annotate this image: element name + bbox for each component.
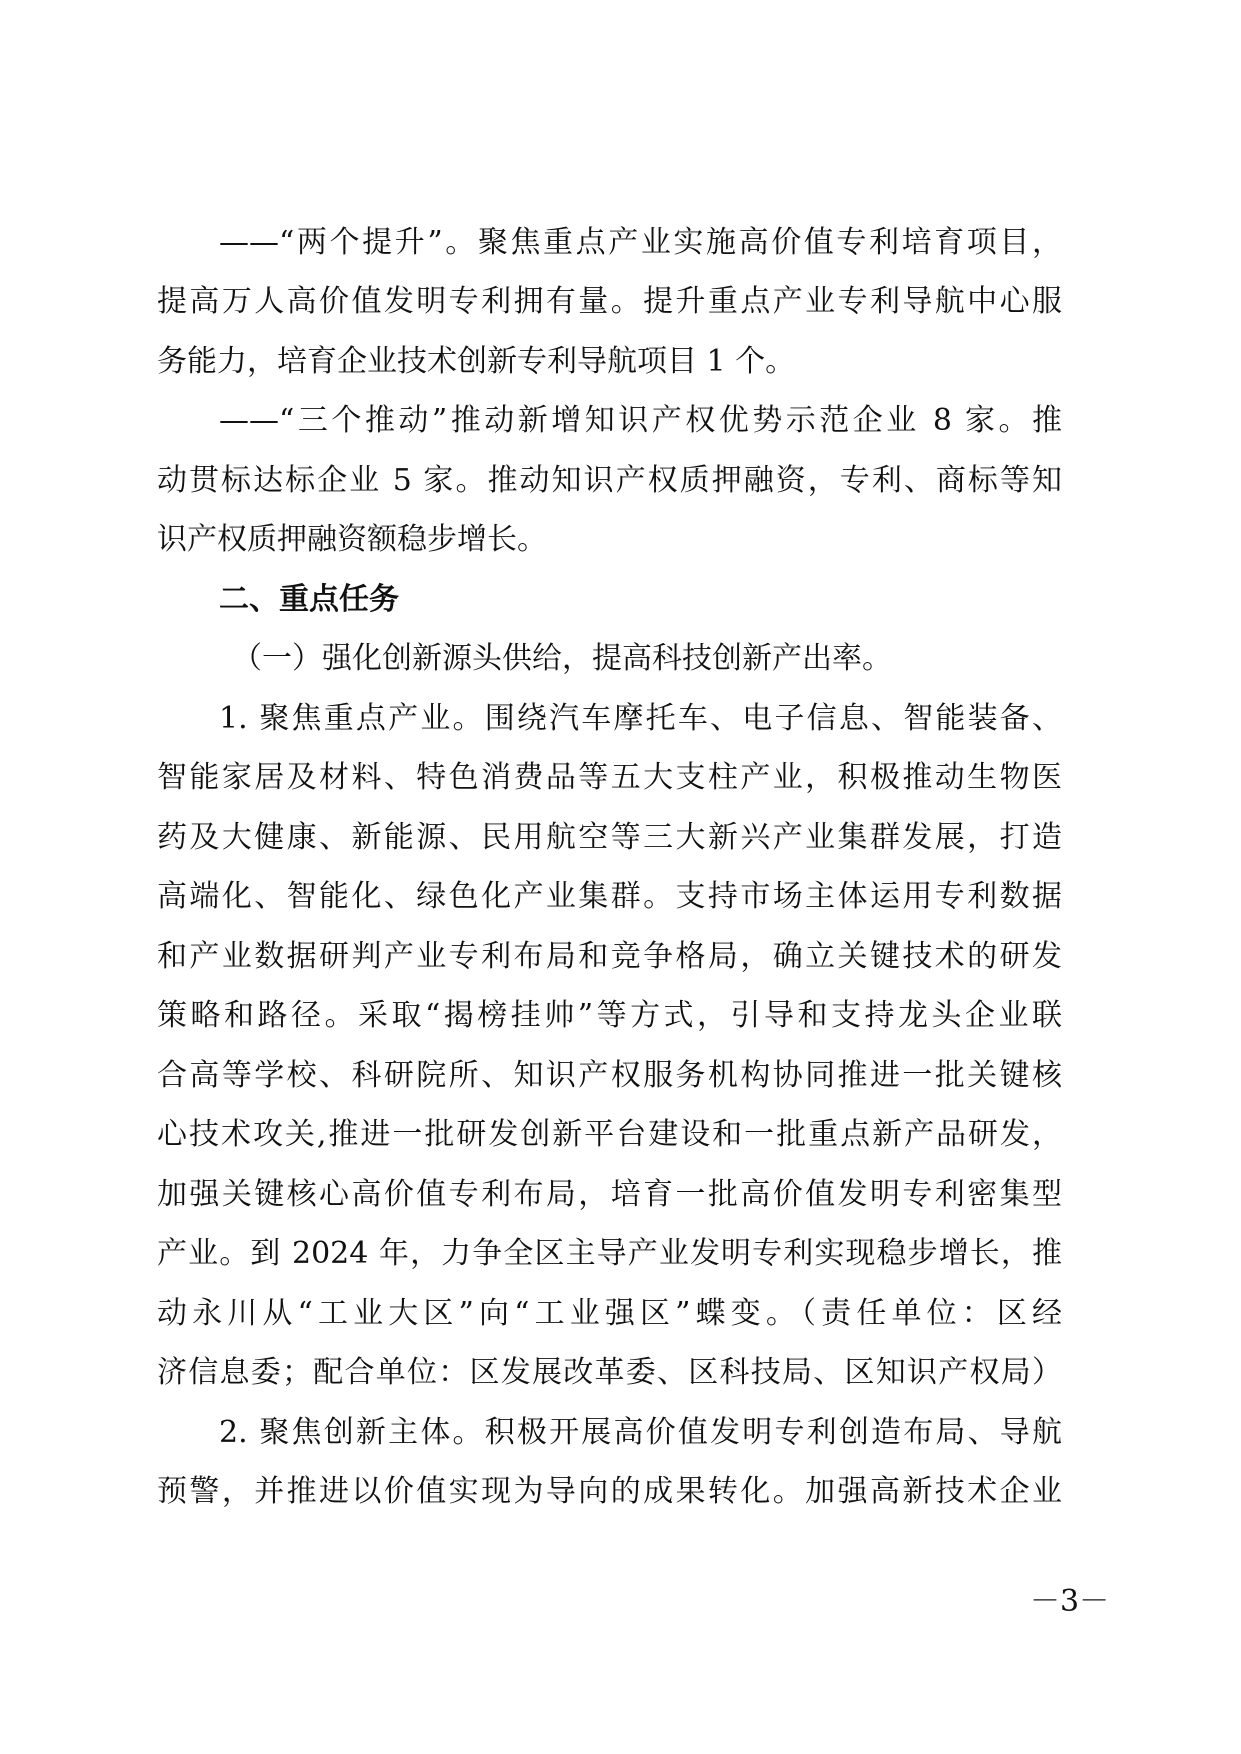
paragraph-line: 心技术攻关,推进一批研发创新平台建设和一批重点新产品研发，	[157, 1117, 1062, 1152]
paragraph-line: 济信息委；配合单位：区发展改革委、区科技局、区知识产权局）	[157, 1355, 1062, 1390]
page-number: －3－	[1030, 1584, 1110, 1619]
paragraph-line: ——“三个推动”推动新增知识产权优势示范企业 8 家。推	[219, 403, 1062, 438]
section-heading: 二、重点任务	[219, 582, 399, 617]
subsection-heading: （一）强化创新源头供给，提高科技创新产出率。	[232, 641, 892, 676]
paragraph-line: 策略和路径。采取“揭榜挂帅”等方式，引导和支持龙头企业联	[157, 998, 1062, 1033]
paragraph-line: 预警，并推进以价值实现为导向的成果转化。加强高新技术企业	[157, 1474, 1062, 1509]
paragraph-line: 动贯标达标企业 5 家。推动知识产权质押融资，专利、商标等知	[157, 463, 1062, 498]
paragraph-line: 高端化、智能化、绿色化产业集群。支持市场主体运用专利数据	[157, 879, 1062, 914]
paragraph-line: 药及大健康、新能源、民用航空等三大新兴产业集群发展，打造	[157, 820, 1062, 855]
paragraph-line: 和产业数据研判产业专利布局和竞争格局，确立关键技术的研发	[157, 939, 1062, 974]
paragraph-line: 动永川从“工业大区”向“工业强区”蝶变。（责任单位：区经	[157, 1296, 1062, 1331]
paragraph-line: 加强关键核心高价值专利布局，培育一批高价值发明专利密集型	[157, 1177, 1062, 1212]
paragraph-line: 合高等学校、科研院所、知识产权服务机构协同推进一批关键核	[157, 1058, 1062, 1093]
paragraph-line: 智能家居及材料、特色消费品等五大支柱产业，积极推动生物医	[157, 760, 1062, 795]
paragraph-line: ——“两个提升”。聚焦重点产业实施高价值专利培育项目，	[219, 225, 1062, 260]
paragraph-line: 2. 聚焦创新主体。积极开展高价值发明专利创造布局、导航	[219, 1415, 1062, 1450]
paragraph-line: 识产权质押融资额稳步增长。	[157, 522, 547, 557]
paragraph-line: 1. 聚焦重点产业。围绕汽车摩托车、电子信息、智能装备、	[219, 701, 1062, 736]
paragraph-line: 产业。到 2024 年，力争全区主导产业发明专利实现稳步增长，推	[157, 1236, 1062, 1271]
paragraph-line: 提高万人高价值发明专利拥有量。提升重点产业专利导航中心服	[157, 284, 1062, 319]
paragraph-line: 务能力，培育企业技术创新专利导航项目 1 个。	[157, 344, 796, 379]
